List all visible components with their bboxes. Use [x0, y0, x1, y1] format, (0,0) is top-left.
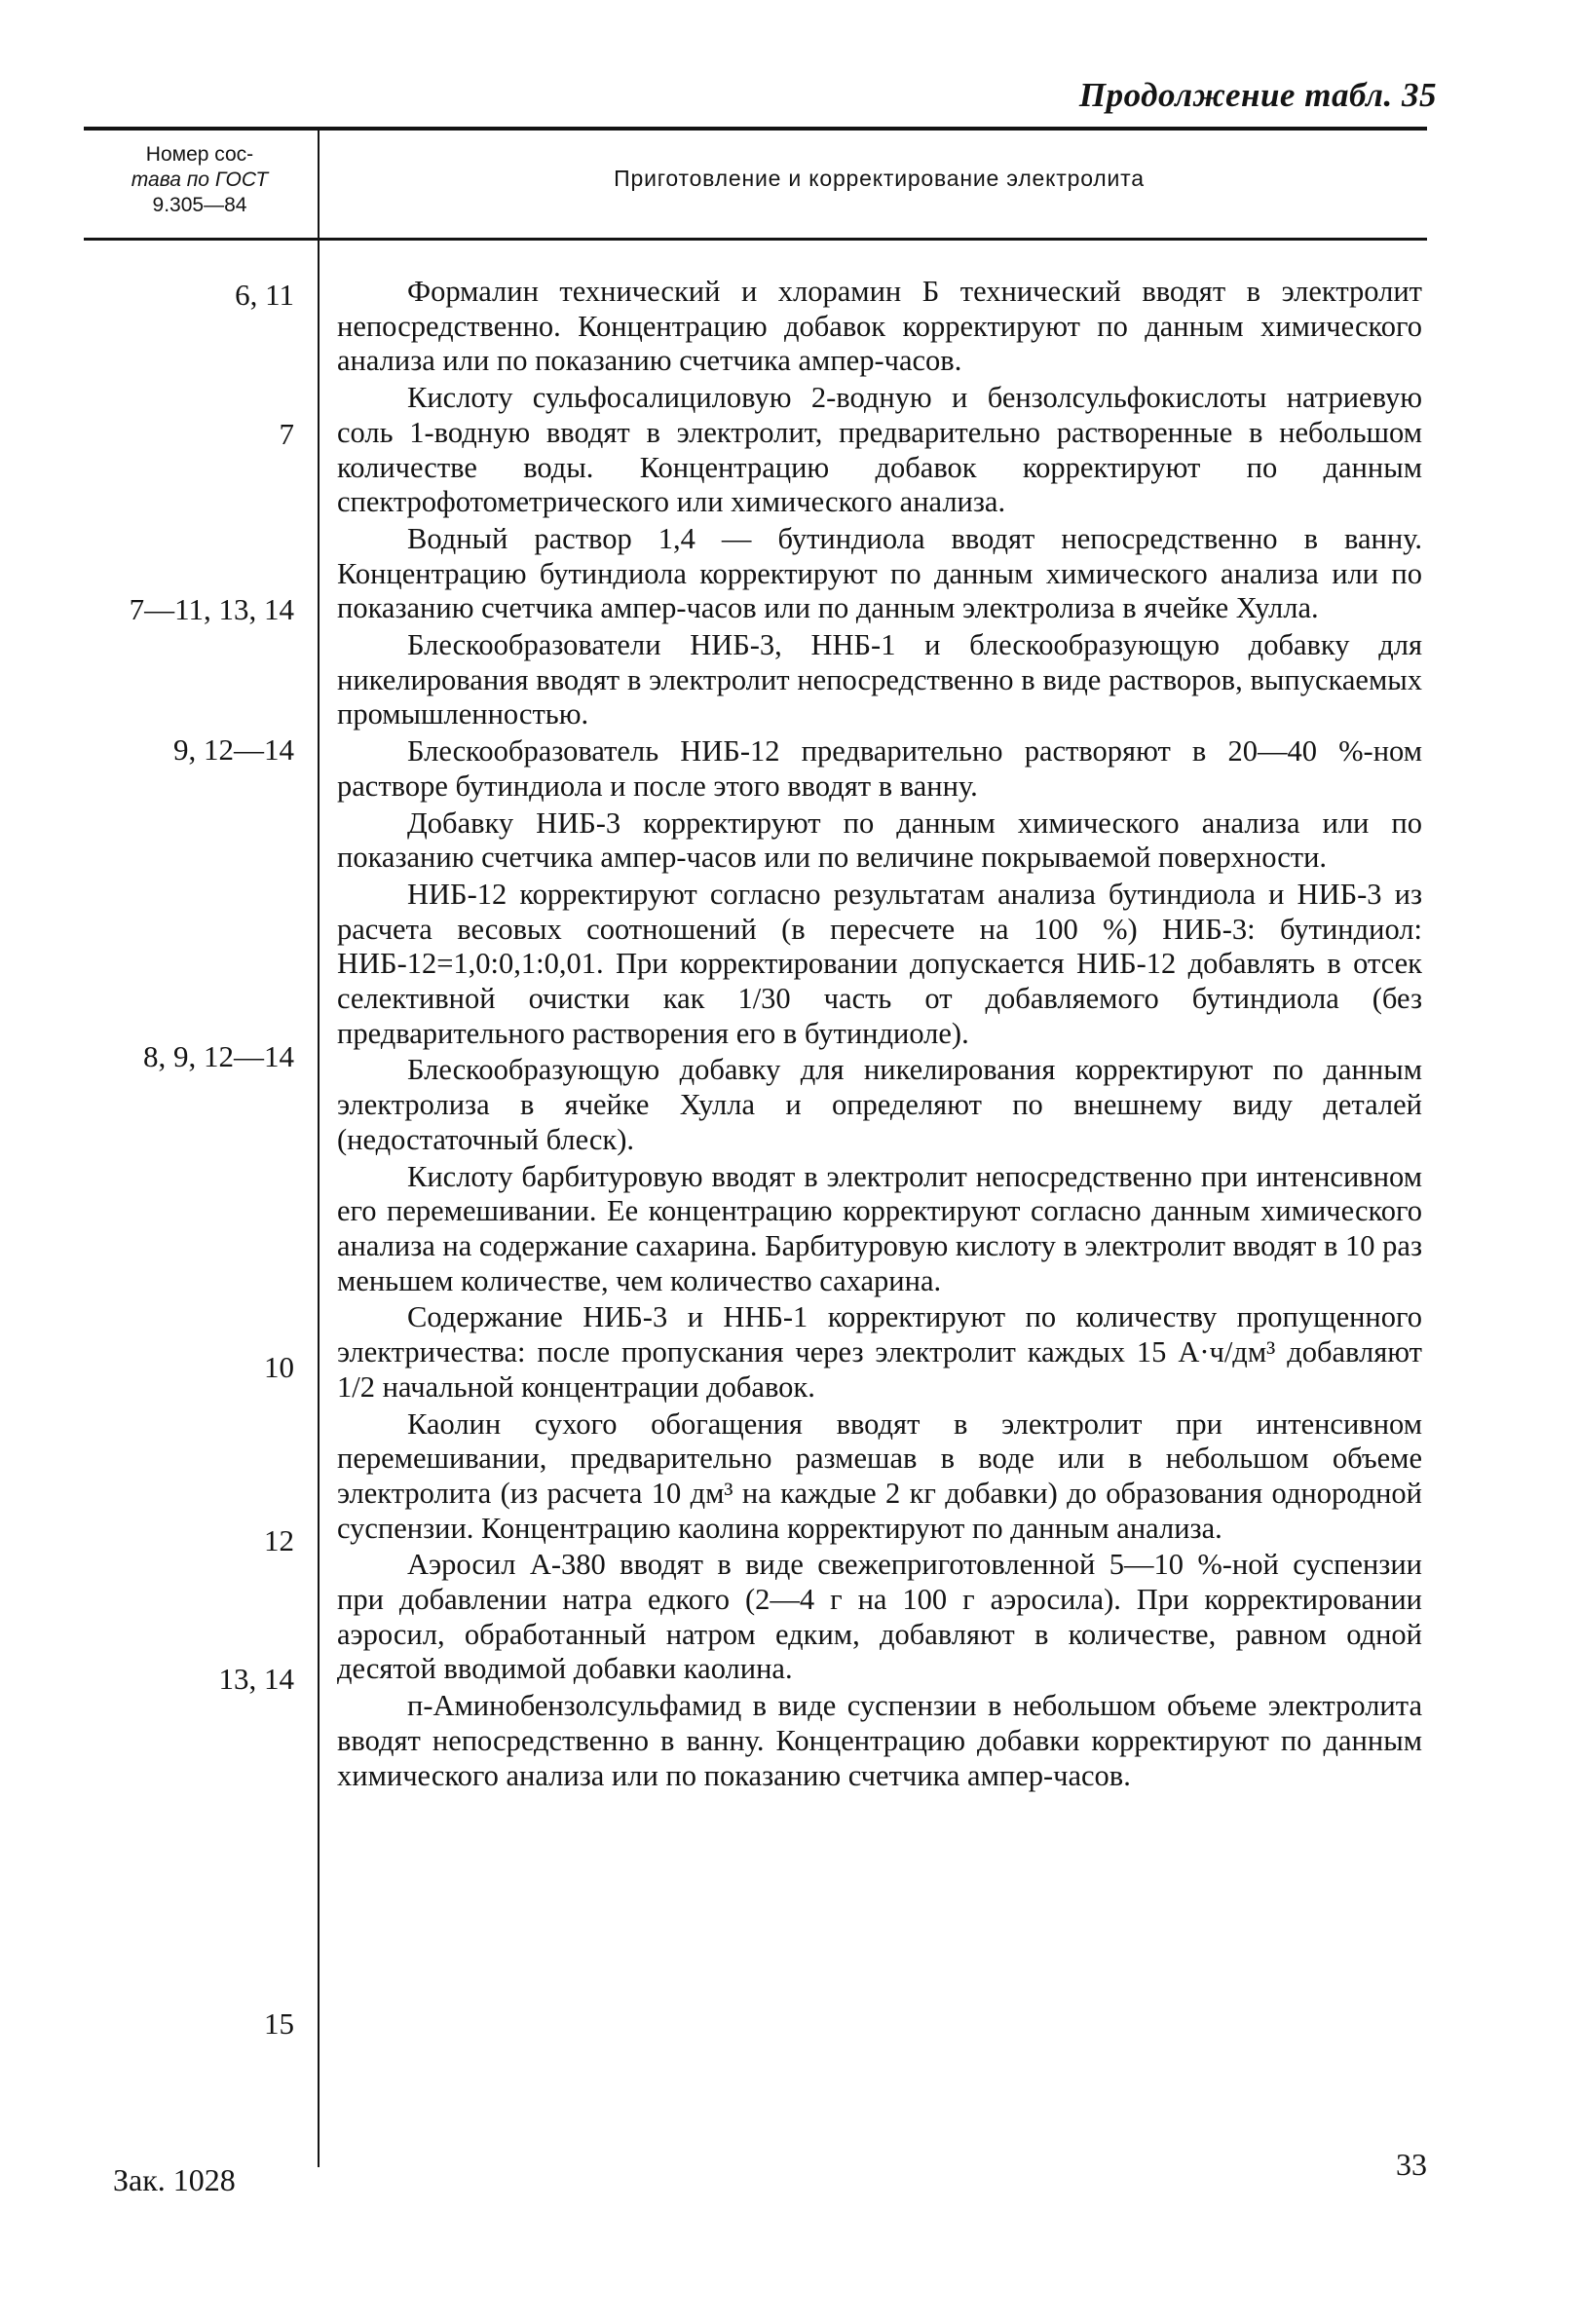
paragraph: НИБ-12 корректируют согласно результатам анализа бутиндиола и НИБ-3 из расчета весовых соотношений (в пересчете на 100 %) НИБ-3: бутиндиол: НИБ-12=1,0:0,1:0,01. При корректировании допускается НИБ-12 добавлять в отсек селективной очистки как 1/30 часть от добавляемого бутиндиола (без предварительного растворения его в бутиндиоле).	[337, 877, 1422, 1050]
composition-number: 9, 12—14	[173, 732, 294, 767]
paragraph: Кислоту сульфосалициловую 2-водную и бензолсульфокислоты натриевую соль 1-водную вводят в электролит, предварительно растворенные в небольшом количестве воды. Концентрацию добавок корректируют по данным спектрофотометрического или химического анализа.	[337, 381, 1422, 519]
composition-number: 13, 14	[218, 1662, 294, 1696]
composition-number: 10	[264, 1350, 294, 1384]
composition-number: 15	[264, 2006, 294, 2041]
order-number: Зак. 1028	[113, 2162, 236, 2197]
paragraph: Водный раствор 1,4 — бутиндиола вводят непосредственно в ванну. Концентрацию бутиндиола корректируют по данным химического анализа или по показанию счетчика ампер-часов или по данным электролиза в ячейке Хулла.	[337, 521, 1422, 625]
table-continuation-caption: Продолжение табл. 35	[1078, 76, 1437, 114]
paragraph: Формалин технический и хлорамин Б технический вводят в электролит непосредственно. Концентрацию добавок корректируют по данным химического анализа или по показанию счетчика ампер-часов.	[337, 275, 1422, 378]
paragraph: Содержание НИБ-3 и ННБ-1 корректируют по количеству пропущенного электричества: после пропускания через электролит каждых 15 А·ч/дм³ добавляют 1/2 начальной концентрации добавок.	[337, 1300, 1422, 1404]
preparation-text	[337, 275, 1422, 1793]
composition-number: 8, 9, 12—14	[143, 1039, 294, 1073]
column-header-line: тава по ГОСТ	[131, 169, 269, 191]
table-top-rule	[84, 127, 1427, 131]
body-column-divider	[318, 241, 320, 2167]
paragraph: Блескообразующую добавку для никелирования корректируют по данным электролиза в ячейке Хулла и определяют по внешнему виду деталей (недостаточный блеск).	[337, 1053, 1422, 1156]
composition-number: 6, 11	[235, 278, 294, 312]
paragraph: Блескообразователь НИБ-12 предварительно растворяют в 20—40 %-ном растворе бутиндиола и после этого вводят в ванну.	[337, 734, 1422, 803]
paragraph: п-Аминобензолсульфамид в виде суспензии в небольшом объеме электролита вводят непосредственно в ванну. Концентрацию добавки корректируют по данным химического анализа или по показанию счетчика ампер-часов.	[337, 1689, 1422, 1792]
column-header-line: 9.305—84	[152, 194, 247, 216]
column-header-preparation: Приготовление и корректирование электролита	[614, 166, 1145, 191]
paragraph: Каолин сухого обогащения вводят в электролит при интенсивном перемешивании, предварительно размешав в воде или в небольшом объеме электролита (из расчета 10 дм³ на каждые 2 кг добавки) до образования однородной суспензии. Концентрацию каолина корректируют по данным анализа.	[337, 1406, 1422, 1545]
header-bottom-rule	[84, 238, 1427, 241]
composition-number: 7	[279, 417, 294, 451]
paragraph: Блескообразователи НИБ-3, ННБ-1 и блескообразующую добавку для никелирования вводят в электролит непосредственно в виде растворов, выпускаемых промышленностью.	[337, 628, 1422, 731]
composition-number: 12	[264, 1523, 294, 1557]
header-column-divider	[318, 131, 320, 238]
paragraph: Кислоту барбитуровую вводят в электролит непосредственно при интенсивном его перемешивании. Ее концентрацию корректируют согласно данным химического анализа на содержание сахарина. Барбитуровую кислоту в электролит вводят в 10 раз меньшем количестве, чем количество сахарина.	[337, 1159, 1422, 1297]
paragraph: Аэросил А-380 вводят в виде свежеприготовленной 5—10 %-ной суспензии при добавлении натра едкого (2—4 г на 100 г аэросила). При корректировании аэросил, обработанный натром едким, добавляют в количестве, равном одной десятой вводимой добавки каолина.	[337, 1548, 1422, 1686]
column-header-line: Номер сос-	[145, 143, 254, 166]
composition-number: 7—11, 13, 14	[129, 592, 294, 626]
column-header-composition	[88, 142, 312, 218]
page-number: 33	[1396, 2147, 1427, 2182]
paragraph: Добавку НИБ-3 корректируют по данным химического анализа или по показанию счетчика ампер-часов или по величине покрываемой поверхности.	[337, 806, 1422, 875]
